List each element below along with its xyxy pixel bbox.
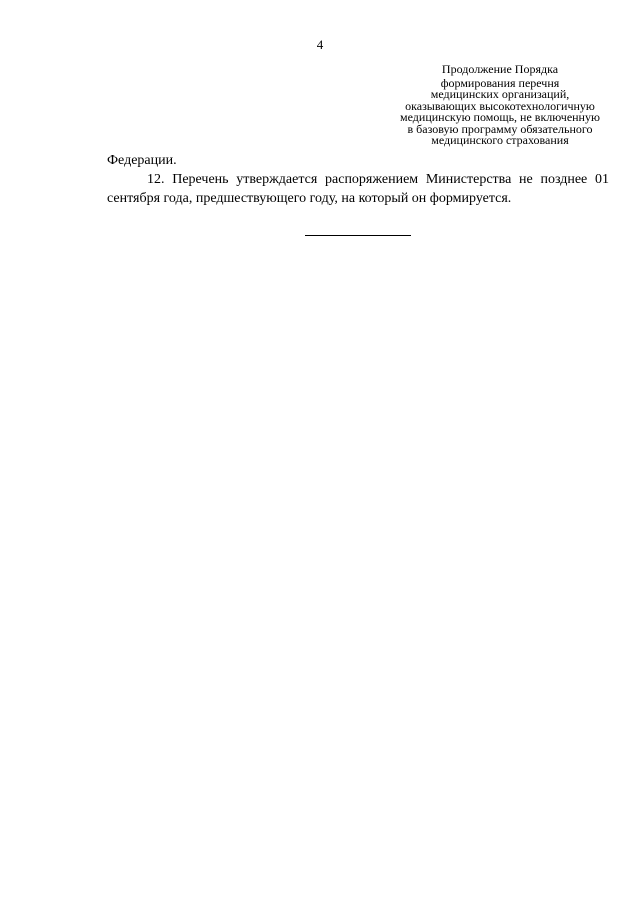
continuation-header [380,64,620,147]
header-line: медицинских организаций, [430,87,570,101]
end-divider-line [305,235,411,236]
header-line: оказывающих высокотехнологичную [405,98,595,113]
header-line: в базовую программу обязательного [407,121,593,136]
header-line: формирования перечня [440,75,560,90]
paragraph-continuation: Федерации. [107,153,177,168]
document-body [107,151,609,208]
header-line: медицинскую помощь, не включенную [400,110,600,124]
header-title: Продолжение Порядка [441,62,559,76]
header-line: медицинского страхования [431,133,569,147]
paragraph-12: 12. Перечень утверждается распоряжением Министерства не позднее 01 сентября года, предшествующего году, на который он формируется. [107,172,609,206]
page-number: 4 [316,37,324,52]
